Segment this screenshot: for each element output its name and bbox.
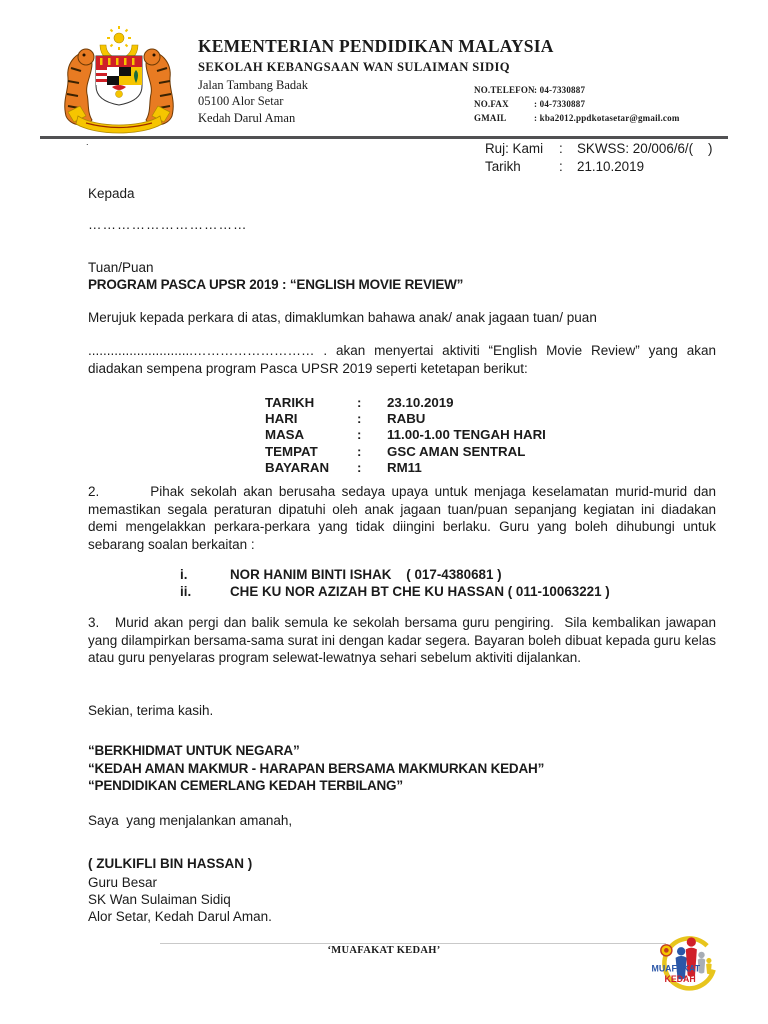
- reference-number-row: [485, 140, 712, 158]
- school-address: [198, 77, 308, 126]
- footer-motto: ‘MUAFAKAT KEDAH’: [327, 945, 441, 956]
- footer-divider-line: [160, 943, 666, 944]
- teacher-name-phone: NOR HANIM BINTI ISHAK ( 017-4380681 ): [230, 567, 502, 582]
- telephone-value: : 04-7330887: [534, 85, 586, 95]
- signatory-name: ( ZULKIFLI BIN HASSAN ): [88, 856, 253, 871]
- detail-colon: :: [357, 427, 362, 443]
- email-row: [474, 111, 680, 125]
- detail-label: BAYARAN: [265, 459, 330, 475]
- address-line: Jalan Tambang Badak: [198, 78, 308, 92]
- list-numeral: i.: [180, 567, 188, 582]
- paragraph-1b: ............................……………………… . akan menyertai aktiviti “English Movie Review” yang akan diadakan sempena program Pasca UPSR 2019 seperti ketetapan berikut:: [88, 343, 720, 376]
- detail-value: RABU: [387, 411, 426, 427]
- paragraph-3: 3. Murid akan pergi dan balik semula ke sekolah bersama guru pengiring. Sila kembalikan jawapan yang dilampirkan bersama-sama surat ini dengan kadar segera. Bayaran boleh dibuat kepada guru kelas atau guru penyelaras program selewat-lewatnya sehari sebelum aktiviti dijalankan.: [88, 615, 720, 666]
- ministry-title: KEMENTERIAN PENDIDIKAN MALAYSIA: [198, 36, 554, 56]
- date-row: [485, 158, 712, 176]
- detail-value: 23.10.2019: [387, 395, 454, 410]
- signature-intro: Saya yang menjalankan amanah,: [88, 813, 293, 828]
- fax-row: [474, 97, 680, 111]
- logo-text-kedah: KEDAH: [664, 973, 696, 984]
- detail-colon: :: [357, 395, 362, 410]
- paragraph-2: 2. Pihak sekolah akan berusaha sedaya upaya untuk menjaga keselamatan murid-murid dan memastikan segala peraturan dipatuhi oleh anak jagaan tuan/puan sepanjang kegiatan ini diadakan demi mengelakkan perkara-perkara yang tidak diingini berlaku. Guru yang boleh dihubungi untuk sebarang soalan berkaitan :: [88, 484, 720, 552]
- detail-value: GSC AMAN SENTRAL: [387, 443, 526, 459]
- shield-icon: [96, 56, 142, 105]
- closing-line: Sekian, terima kasih.: [88, 703, 214, 718]
- school-name: SEKOLAH KEBANGSAAN WAN SULAIMAN SIDIQ: [198, 60, 510, 74]
- contact-info-block: [474, 83, 680, 126]
- address-line: 05100 Alor Setar: [198, 94, 284, 109]
- detail-value: 11.00-1.00 TENGAH HARI: [387, 427, 546, 443]
- email-value: : kba2012.ppdkotasetar@gmail.com: [534, 113, 680, 124]
- muafakat-kedah-logo: [646, 929, 720, 1005]
- header-divider-line: [40, 136, 728, 139]
- reference-label: Ruj: Kami: [485, 141, 544, 156]
- detail-label: MASA: [265, 427, 305, 443]
- paragraph-1: Merujuk kepada perkara di atas, dimaklumkan bahawa anak/ anak jagaan tuan/ puan: [88, 310, 597, 325]
- detail-row-tempat: [265, 444, 546, 460]
- reference-colon: :: [559, 141, 563, 156]
- salutation: Tuan/Puan: [88, 260, 154, 275]
- slogan-line: “PENDIDIKAN CEMERLANG KEDAH TERBILANG”: [88, 778, 403, 793]
- detail-row-masa: [265, 427, 546, 443]
- telephone-label: NO.TELEFON: [474, 85, 535, 95]
- detail-colon: :: [357, 443, 362, 459]
- subject-line: PROGRAM PASCA UPSR 2019 : “ENGLISH MOVIE REVIEW”: [88, 277, 464, 292]
- recipient-kepada: Kepada: [88, 186, 135, 201]
- crest-icon: [661, 945, 672, 956]
- email-label: GMAIL: [474, 113, 507, 124]
- detail-label: TEMPAT: [265, 443, 318, 459]
- teacher-name-phone: CHE KU NOR AZIZAH BT CHE KU HASSAN ( 011-10063221 ): [230, 584, 610, 600]
- teacher-contact-1: [180, 566, 700, 583]
- stray-period-mark: .: [86, 137, 89, 147]
- detail-label: TARIKH: [265, 395, 315, 410]
- detail-colon: :: [357, 411, 362, 427]
- fax-label: NO.FAX: [474, 99, 509, 110]
- event-details-table: [265, 395, 546, 476]
- slogan-line: “BERKHIDMAT UNTUK NEGARA”: [88, 743, 300, 758]
- detail-value: RM11: [387, 459, 422, 475]
- fax-value: : 04-7330887: [534, 99, 586, 110]
- detail-label: HARI: [265, 411, 298, 427]
- reference-value: SKWSS: 20/006/6/( ): [577, 141, 713, 156]
- recipient-dotted-line: ……………………………: [88, 217, 248, 232]
- date-value: 21.10.2019: [577, 158, 645, 174]
- slogan-block: [88, 742, 716, 795]
- date-label: Tarikh: [485, 158, 521, 174]
- address-line: Kedah Darul Aman: [198, 110, 296, 125]
- detail-row-hari: [265, 411, 546, 427]
- teacher-contact-2: [180, 583, 700, 600]
- signatory-place: Alor Setar, Kedah Darul Aman.: [88, 909, 272, 925]
- malaysia-coat-of-arms-logo: [56, 26, 182, 134]
- telephone-row: [474, 83, 680, 97]
- signatory-details: [88, 874, 716, 926]
- logo-text-muafakat: MUAFAKAT: [651, 963, 701, 974]
- list-numeral: ii.: [180, 584, 192, 600]
- signatory-role: Guru Besar: [88, 875, 158, 890]
- signatory-school: SK Wan Sulaiman Sidiq: [88, 892, 231, 908]
- date-colon: :: [559, 158, 563, 174]
- detail-row-bayaran: [265, 460, 546, 476]
- teacher-contact-list: [180, 566, 700, 601]
- detail-colon: :: [357, 459, 362, 475]
- reference-block: [485, 140, 712, 175]
- detail-row-tarikh: [265, 395, 546, 411]
- slogan-line: “KEDAH AMAN MAKMUR - HARAPAN BERSAMA MAKMURKAN KEDAH”: [88, 760, 545, 776]
